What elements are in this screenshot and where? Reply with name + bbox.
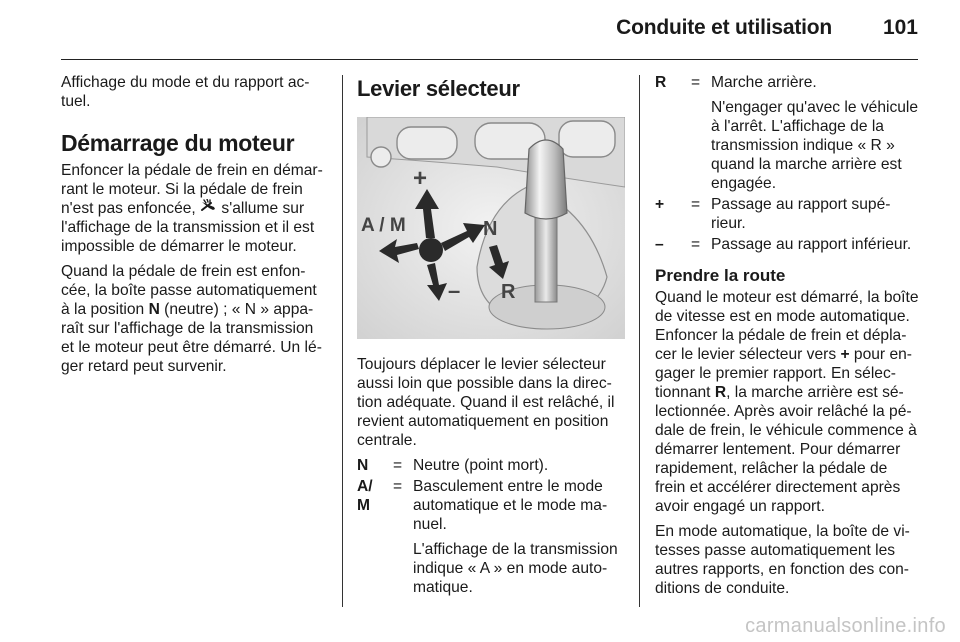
heading-engine-start: Démarrage du moteur bbox=[61, 130, 295, 156]
lever-shaft bbox=[535, 212, 557, 302]
figure-label-minus: – bbox=[448, 278, 461, 303]
paragraph-automatic-mode: En mode automatique, la boîte de vi-tesses passe automatiquement les autres rapports, en fonction des con-ditions de conduite. bbox=[655, 523, 910, 597]
figure-label-r: R bbox=[501, 281, 516, 303]
definition-n: N = Neutre (point mort). bbox=[357, 457, 549, 474]
column-3 bbox=[655, 73, 921, 604]
paragraph-neutral-start: Quand la pédale de frein est enfon-cée, la boîte passe automatiquement à la position N (neutre) ; « N » appa-raît sur l'affichage de la transmission et le moteur peut être démarré. Un lé-ger retard peut survenir. bbox=[61, 263, 322, 375]
definition-am: A/ M = Basculement entre le mode automatique et le mode ma-nuel. L'affichage de la transmission indique « A » en mode auto-matique. bbox=[357, 478, 618, 596]
watermark: carmanualsonline.info bbox=[745, 615, 946, 637]
definition-minus: – = Passage au rapport inférieur. bbox=[655, 236, 912, 253]
lever-knob bbox=[525, 140, 567, 219]
pivot-dot bbox=[419, 238, 443, 262]
page-number: 101 bbox=[882, 16, 918, 39]
definition-list-lever bbox=[357, 456, 625, 603]
paragraph-brake-pedal: Enfoncer la pédale de frein en démar-rant le moteur. Si la pédale de frein n'est pas enfoncée, s'allume sur l'affichage de la transmission et il est impossible de démarrer le moteur. bbox=[61, 162, 323, 255]
column-divider-2 bbox=[639, 75, 640, 607]
figure-label-n: N bbox=[483, 218, 498, 240]
header-divider bbox=[61, 59, 918, 60]
figure-label-plus: + bbox=[413, 165, 428, 192]
heading-selector-lever: Levier sélecteur bbox=[357, 76, 520, 101]
column-2 bbox=[357, 73, 625, 609]
figure-label-am: A / M bbox=[361, 215, 406, 236]
page-title: Conduite et utilisation bbox=[616, 16, 832, 39]
intro-text: Affichage du mode et du rapport ac-tuel. bbox=[61, 74, 310, 110]
definition-list-gears bbox=[655, 73, 921, 254]
paragraph-lever-usage: Toujours déplacer le levier sélecteur aussi loin que possible dans la direc-tion adéquate. Quand il est relâché, il revient automatiquement en position centrale. bbox=[357, 356, 615, 449]
paragraph-pulling-away: Quand le moteur est démarré, la boîte de vitesse est en mode automatique. Enfoncer la pédale de frein et dépla-cer le levier sélecteur vers + pour en-gager le premier rapport. En sélec-tionnant R, la marche arrière est sé-lectionnée. Après avoir relâché la pé-dale de frein, le véhicule commence à démarrer lentement. Pour démarrer rapidement, relâcher la pédale de frein et accélérer directement après avoir engagé un rapport. bbox=[655, 289, 919, 515]
column-1 bbox=[61, 73, 329, 382]
definition-plus: + = Passage au rapport supé-rieur. bbox=[655, 196, 891, 232]
selector-lever-illustration bbox=[357, 117, 625, 339]
definition-r: R = Marche arrière. N'engager qu'avec le véhicule à l'arrêt. L'affichage de la transmission indique « R » quand la marche arrière est engagée. bbox=[655, 74, 919, 192]
foot-on-pedal-icon bbox=[200, 199, 217, 218]
column-divider-1 bbox=[342, 75, 343, 607]
heading-pulling-away: Prendre la route bbox=[655, 266, 786, 285]
